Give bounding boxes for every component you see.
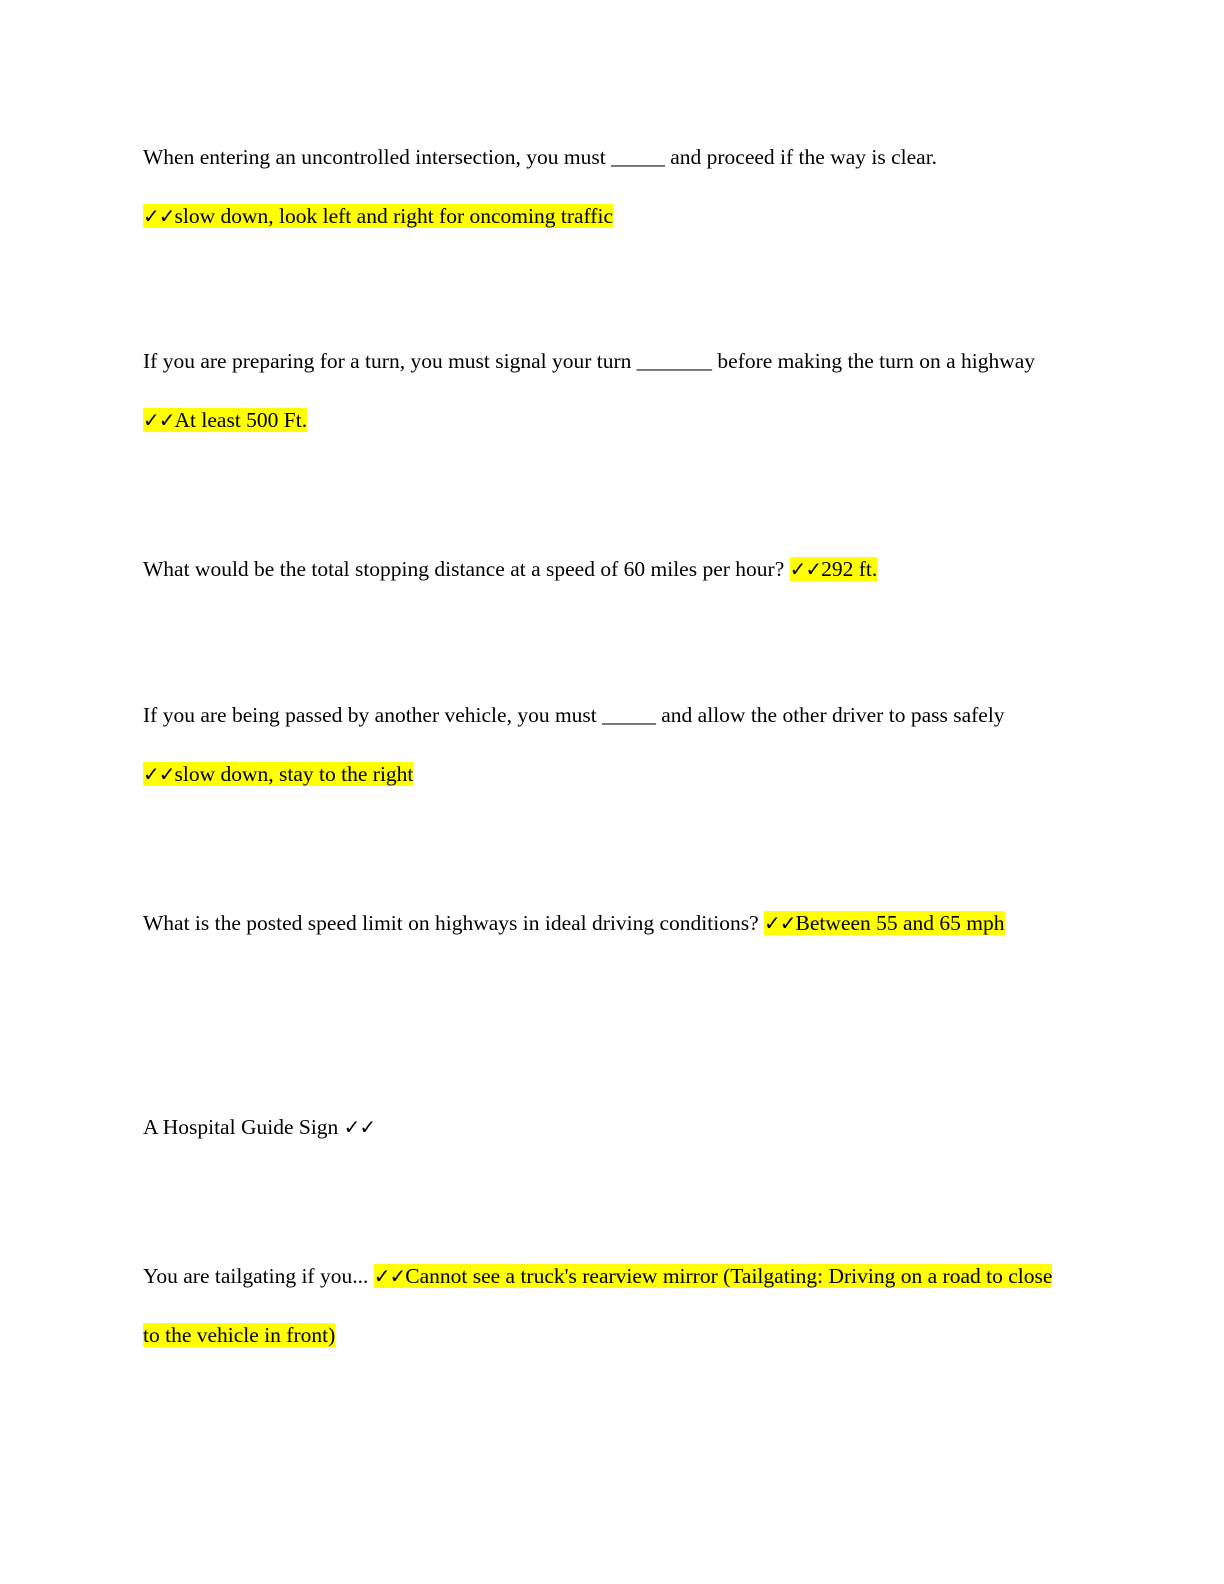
question-block (143, 1098, 1063, 1157)
answer-text: At least 500 Ft. (174, 407, 308, 432)
answer-text: slow down, stay to the right (174, 761, 414, 786)
answer-highlight (790, 557, 878, 581)
double-check-icon: ✓✓ (764, 911, 796, 935)
answer-text: Cannot see a truck's rearview mirror (Tailgating: Driving on a road to close to the vehicle in front) (143, 1264, 1053, 1347)
double-check-icon: ✓✓ (373, 1264, 406, 1288)
double-check-icon: ✓✓ (143, 203, 175, 228)
question-block (143, 128, 1063, 245)
question-text: What would be the total stopping distance at a speed of 60 miles per hour? (143, 557, 790, 581)
question-block (143, 686, 1063, 803)
answer-highlight (143, 204, 613, 228)
question-text: You are tailgating if you... (143, 1264, 374, 1288)
answer-highlight (143, 408, 307, 432)
question-block (143, 332, 1063, 449)
answer-highlight (143, 762, 413, 786)
answer-text: Between 55 and 65 mph (795, 911, 1005, 935)
answer-text: 292 ft. (821, 557, 878, 581)
question-text: When entering an uncontrolled intersection, you must _____ and proceed if the way is clear. (143, 145, 938, 169)
answer-text: slow down, look left and right for oncoming traffic (174, 203, 613, 228)
question-text: If you are preparing for a turn, you must signal your turn _______ before making the turn on a highway (143, 349, 1036, 373)
double-check-icon: ✓✓ (789, 557, 822, 581)
double-check-icon: ✓✓ (143, 407, 175, 432)
double-check-icon: ✓✓ (143, 761, 175, 786)
question-block (143, 894, 1063, 953)
answer-highlight (764, 911, 1005, 935)
double-check-icon: ✓✓ (343, 1115, 376, 1139)
question-block (143, 1247, 1063, 1364)
question-text: A Hospital Guide Sign (143, 1115, 344, 1139)
question-block (143, 540, 1063, 599)
question-text: What is the posted speed limit on highways in ideal driving conditions? (143, 911, 765, 935)
question-text: If you are being passed by another vehicle, you must _____ and allow the other driver to pass safely (143, 703, 1005, 727)
